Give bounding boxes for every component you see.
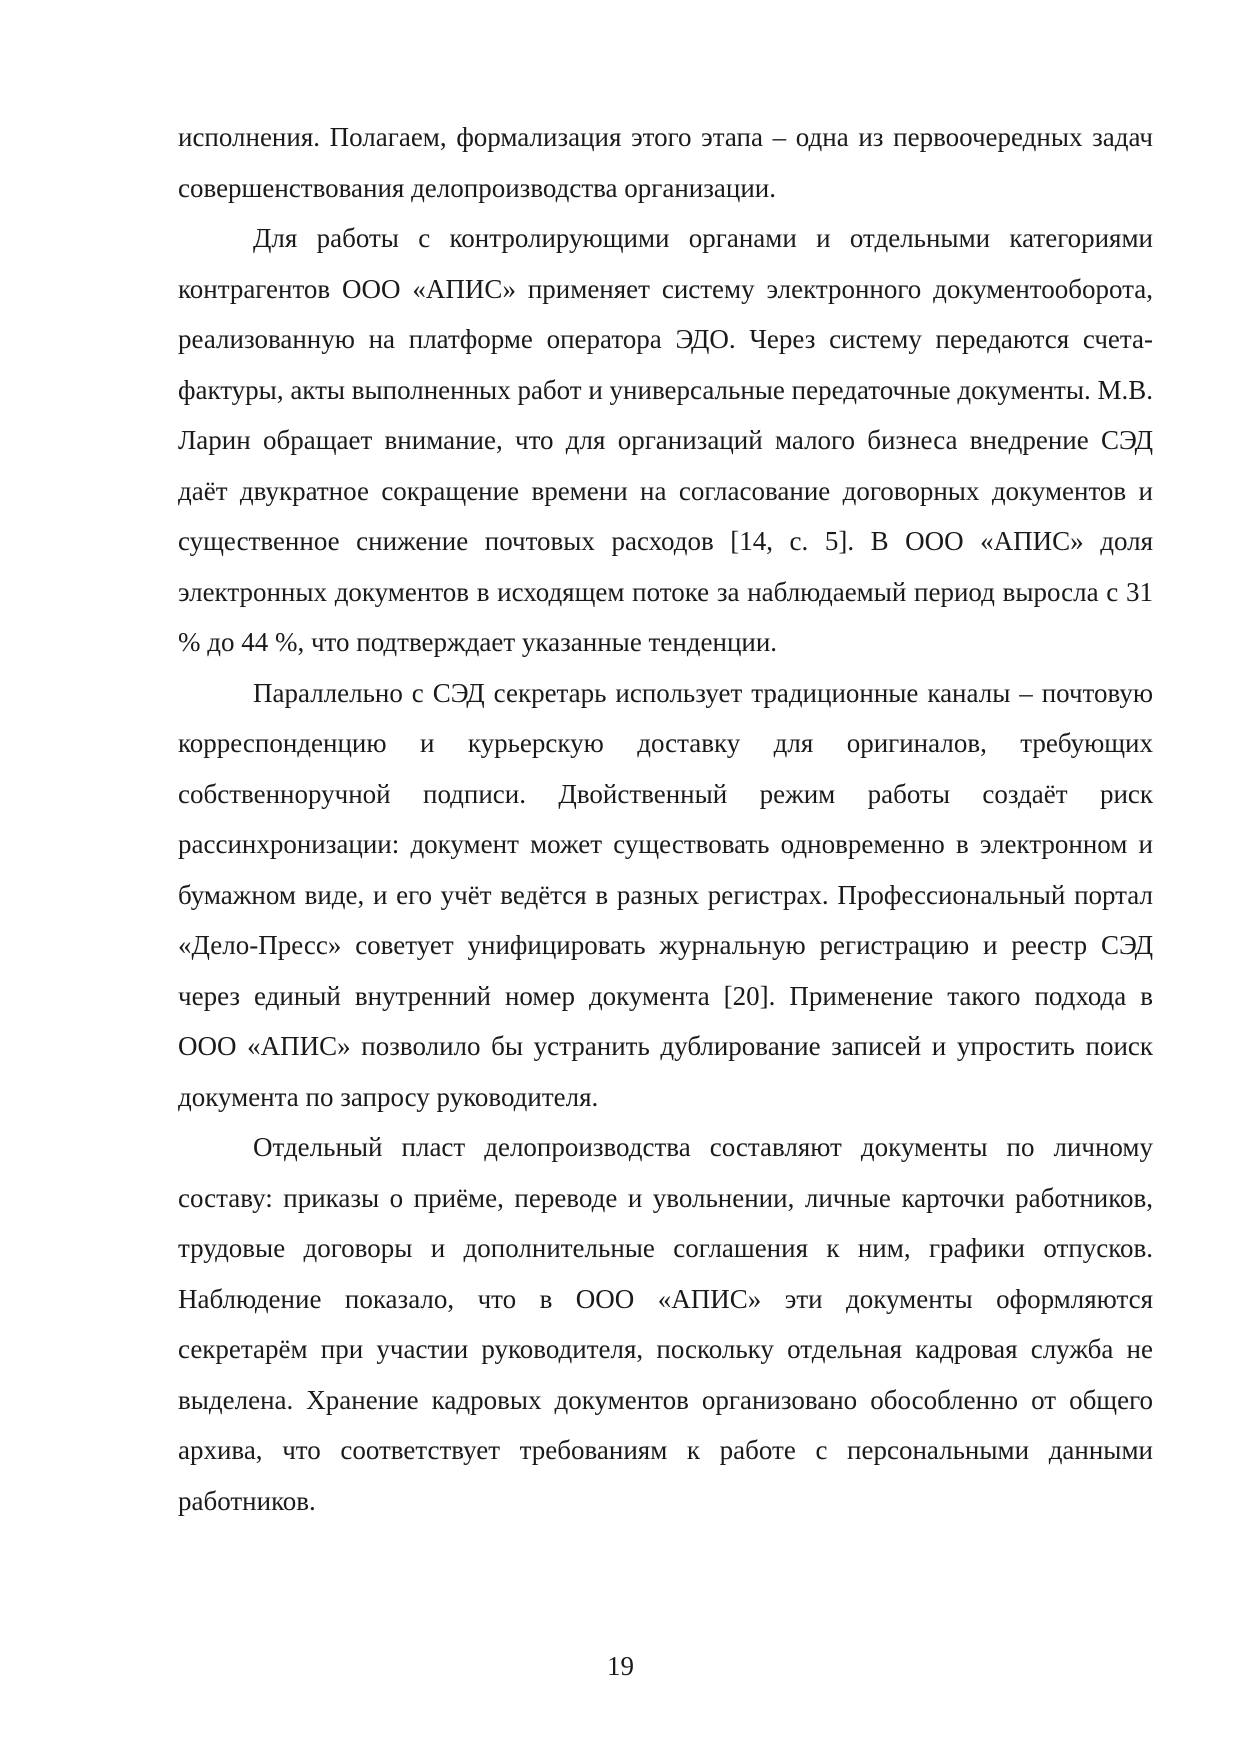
paragraph-traditional-channels: Параллельно с СЭД секретарь использует традиционные каналы – почтовую корреспонденцию и курьерскую доставку для оригиналов, требующих собственноручной подписи. Двойственный режим работы создаёт риск рассинхронизации: документ может существовать одновременно в электронном и бумажном виде, и его учёт ведётся в разных регистрах. Профессиональный портал «Дело-Пресс» советует унифицировать журнальную регистрацию и реестр СЭД через единый внутренний номер документа [20]. Применение такого подхода в ООО «АПИС» позволило бы устранить дублирование записей и упростить поиск документа по запросу руководителя.: [178, 677, 1153, 1112]
page-number: 19: [607, 1651, 634, 1681]
paragraph-personnel-documents: Отдельный пласт делопроизводства составляют документы по личному составу: приказы о приёме, переводе и увольнении, личные карточки работников, трудовые договоры и дополнительные соглашения к ним, графики отпусков. Наблюдение показало, что в ООО «АПИС» эти документы оформляются секретарём при участии руководителя, поскольку отдельная кадровая служба не выделена. Хранение кадровых документов организовано обособленно от общего архива, что соответствует требованиям к работе с персональными данными работников.: [178, 1132, 1153, 1516]
paragraph-continuation: исполнения. Полагаем, формализация этого этапа – одна из первоочередных задач совершенствования делопроизводства организации.: [178, 122, 1153, 203]
body-text: [178, 112, 1153, 1526]
paragraph-edo-system: Для работы с контролирующими органами и отдельными категориями контрагентов ООО «АПИС» применяет систему электронного документооборота, реализованную на платформе оператора ЭДО. Через систему передаются счета-фактуры, акты выполненных работ и универсальные передаточные документы. М.В. Ларин обращает внимание, что для организаций малого бизнеса внедрение СЭД даёт двукратное сокращение времени на согласование договорных документов и существенное снижение почтовых расходов [14, с. 5]. В ООО «АПИС» доля электронных документов в исходящем потоке за наблюдаемый период выросла с 31 % до 44 %, что подтверждает указанные тенденции.: [178, 223, 1153, 657]
